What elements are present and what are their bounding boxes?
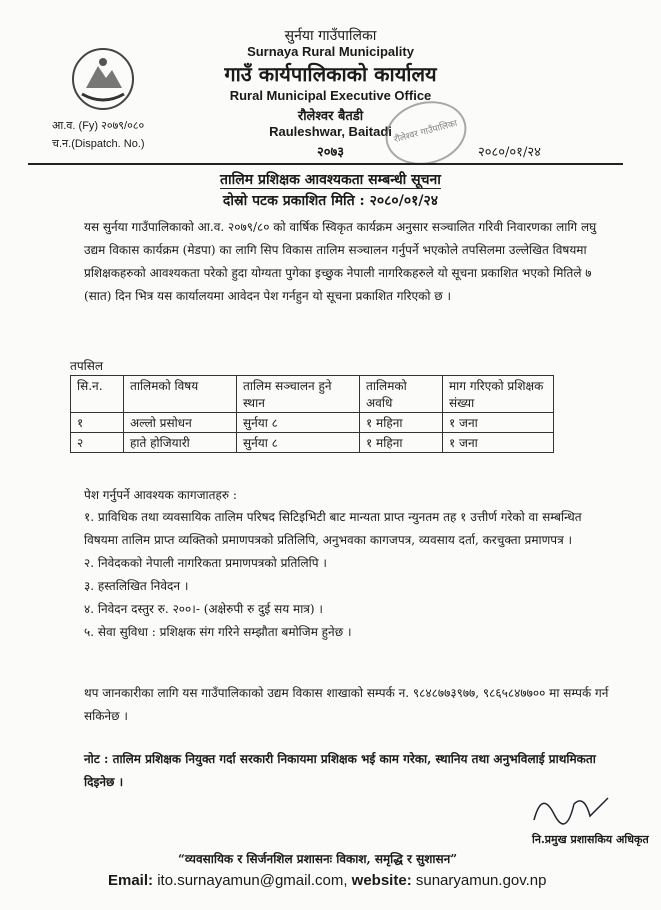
- header-cell: तालिमको विषय: [124, 376, 237, 413]
- header-cell: तालिमको अवधि: [360, 376, 443, 413]
- letter-date: २०८०/०१/२४: [478, 145, 541, 160]
- list-item: ३. हस्तलिखित निवेदन ।: [84, 579, 189, 593]
- office-stamp: रौलेश्वर गाउँपालिका: [378, 92, 473, 173]
- office-name-np: गाउँ कार्यपालिकाको कार्यालय: [224, 62, 437, 86]
- list-item: १. प्राविधिक तथा व्यवसायिक तालिम परिषद सिटिइभिटी बाट मान्यता प्राप्त न्युनतम तह १ उत्तीर्ण गरेको वा सम्बन्धित विषयमा तालिम प्राप्त व्यक्तिको प्रमाणपत्रको प्रतिलिपि, अनुभवका कागजपत्र, व्यवसाय दर्ता, करचुक्ता प्रमाणपत्र ।: [84, 510, 582, 547]
- header-cell: तालिम सञ्चालन हुने स्थान: [237, 376, 360, 413]
- signature: [528, 784, 618, 834]
- municipality-name-en: Surnaya Rural Municipality: [247, 44, 414, 59]
- training-table: [70, 375, 554, 453]
- cell: हाते होजियारी: [124, 433, 237, 453]
- place-en: Rauleshwar, Baitadi: [269, 124, 392, 139]
- website-label: website:: [351, 872, 412, 889]
- cell: २: [71, 433, 124, 453]
- header-divider: [28, 163, 623, 165]
- table-row: [71, 433, 554, 453]
- cell: १ जना: [443, 433, 554, 453]
- list-item: २. निवेदकको नेपाली नागरिकता प्रमाणपत्रको प्रतिलिपि ।: [84, 556, 327, 570]
- website-link[interactable]: sunaryamun.gov.np: [415, 872, 547, 889]
- cell: १ जना: [443, 413, 554, 433]
- notice-title: तालिम प्रशिक्षक आवश्यकता सम्बन्धी सूचना: [220, 172, 441, 188]
- table-row: [71, 413, 554, 433]
- municipality-name-np: सुर्नया गाउँपालिका: [284, 28, 377, 44]
- table-label: तपसिल: [70, 359, 104, 373]
- cell: सुर्नया ८: [237, 413, 360, 433]
- office-name-en: Rural Municipal Executive Office: [229, 88, 432, 103]
- email-link[interactable]: ito.surnayamun@gmail.com,: [157, 872, 348, 889]
- email-label: Email:: [108, 872, 154, 889]
- contact-info: थप जानकारीका लागि यस गाउँपालिकाको उद्यम विकास शाखाको सम्पर्क न. ९८४८७७३९७७, ९८६५८४७७०० मा सम्पर्क गर्न सकिनेछ ।: [84, 686, 609, 723]
- notice-body: यस सुर्नया गाउँपालिकाको आ.व. २०७९/८० को वार्षिक स्विकृत कार्यक्रम अनुसार सञ्चालित गरिवी निवारणका लागि लघु उद्यम विकास कार्यक्रम (मेडपा) का लागि सिप विकास तालिम सञ्चालन गर्नुपर्ने भएकोले तपसिलमा उल्लेखित विषयमा प्रशिक्षकहरुको आवश्यकता परेको हुदा योग्यता पुगेका इच्छुक नेपाली नागरिकहरुले यो सूचना प्रकाशित भएको मितिले ७ (सात) दिन भित्र यस कार्यालयमा आवेदन पेश गर्नहुन यो सूचना प्रकाशित गरिएको छ ।: [84, 220, 597, 303]
- documents-label: पेश गर्नुपर्ने आवश्यक कागजातहरु :: [84, 488, 237, 502]
- table-header-row: [71, 376, 554, 413]
- header-cell: माग गरिएको प्रशिक्षक संख्या: [443, 376, 554, 413]
- cell: १ महिना: [360, 413, 443, 433]
- fiscal-year: आ.व. (Fy) २०७९/०८०: [52, 120, 145, 132]
- cell: अल्लो प्रसोधन: [124, 413, 237, 433]
- footer-contact: [108, 872, 547, 889]
- list-item: ५. सेवा सुविधा : प्रशिक्षक संग गरिने सम्झौता बमोजिम हुनेछ ।: [84, 625, 352, 639]
- cell: सुर्नया ८: [237, 433, 360, 453]
- notice-subtitle: दोस्रो पटक प्रकाशित मिति : २०८०/०१/२४: [222, 193, 439, 209]
- slogan: “व्यवसायिक र सिर्जनशिल प्रशासनः विकाश, समृद्धि र सुशासन”: [178, 852, 458, 866]
- header-cell: सि.न.: [71, 376, 124, 413]
- office-year: २०७३: [316, 145, 345, 160]
- signatory-title: नि.प्रमुख प्रशासकिय अधिकृत: [532, 833, 649, 846]
- list-item: ४. निवेदन दस्तुर रु. २००।- (अक्षेरुपी रु दुई सय मात्र) ।: [84, 602, 323, 616]
- documents-list: [84, 506, 614, 644]
- place-np: रौलेश्वर बैतडी: [297, 109, 364, 124]
- cell: १: [71, 413, 124, 433]
- note: नोट : तालिम प्रशिक्षक नियुक्त गर्दा सरकारी निकायमा प्रशिक्षक भई काम गरेका, स्थानिय तथा अनुभविलाई प्राथमिकता दिइनेछ ।: [84, 752, 596, 789]
- dispatch-number: च.न.(Dispatch. No.): [52, 138, 145, 150]
- cell: १ महिना: [360, 433, 443, 453]
